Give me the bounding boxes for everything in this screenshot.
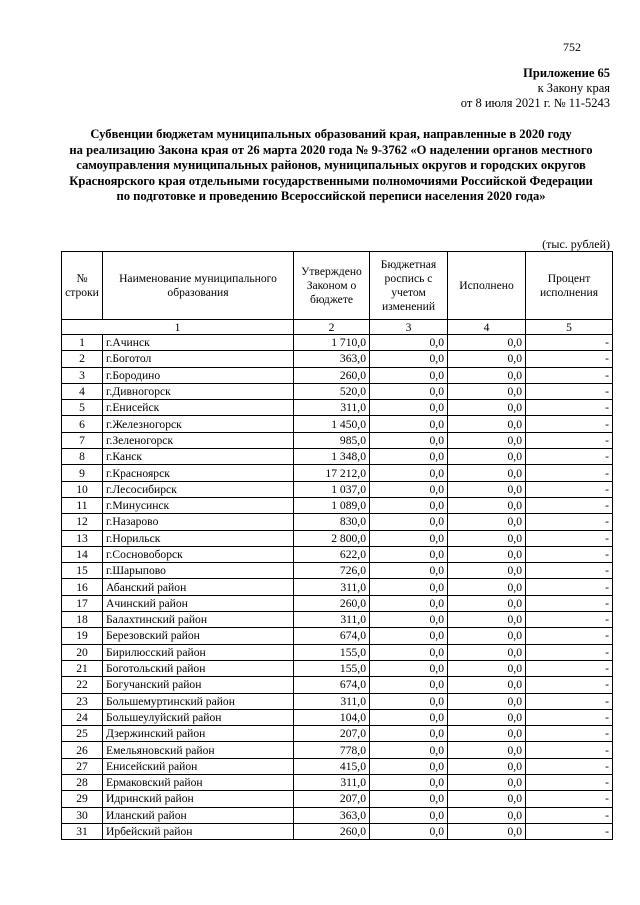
cell-executed: 0,0	[448, 383, 526, 399]
cell-approved: 726,0	[294, 563, 370, 579]
cell-percent: -	[526, 514, 613, 530]
table-row	[62, 481, 613, 497]
cell-budget: 0,0	[370, 449, 448, 465]
cell-name: г.Ачинск	[103, 335, 294, 351]
table-row	[62, 351, 613, 367]
cell-name: Большеулуйский район	[103, 709, 294, 725]
cell-name: Большемуртинский район	[103, 693, 294, 709]
cell-percent: -	[526, 612, 613, 628]
cell-name: Боготольский район	[103, 660, 294, 676]
cell-approved: 1 089,0	[294, 497, 370, 513]
cell-row-number: 30	[62, 807, 103, 823]
cell-percent: -	[526, 742, 613, 758]
cell-budget: 0,0	[370, 432, 448, 448]
cell-approved: 830,0	[294, 514, 370, 530]
cell-row-number: 14	[62, 546, 103, 562]
table-row	[62, 497, 613, 513]
cell-approved: 1 450,0	[294, 416, 370, 432]
cell-executed: 0,0	[448, 677, 526, 693]
title-line: по подготовке и проведению Всероссийской переписи населения 2020 года»	[116, 189, 546, 204]
cell-executed: 0,0	[448, 465, 526, 481]
column-number-5: 5	[526, 320, 613, 335]
cell-row-number: 28	[62, 775, 103, 791]
cell-row-number: 9	[62, 465, 103, 481]
cell-row-number: 17	[62, 595, 103, 611]
cell-executed: 0,0	[448, 644, 526, 660]
cell-percent: -	[526, 563, 613, 579]
cell-name: Емельяновский район	[103, 742, 294, 758]
table-row	[62, 530, 613, 546]
cell-executed: 0,0	[448, 335, 526, 351]
table-row	[62, 383, 613, 399]
cell-executed: 0,0	[448, 709, 526, 725]
cell-percent: -	[526, 367, 613, 383]
cell-name: Енисейский район	[103, 758, 294, 774]
cell-name: Богучанский район	[103, 677, 294, 693]
cell-budget: 0,0	[370, 775, 448, 791]
cell-budget: 0,0	[370, 742, 448, 758]
cell-percent: -	[526, 432, 613, 448]
cell-percent: -	[526, 807, 613, 823]
cell-percent: -	[526, 530, 613, 546]
cell-name: Бирилюсский район	[103, 644, 294, 660]
cell-row-number: 26	[62, 742, 103, 758]
cell-row-number: 7	[62, 432, 103, 448]
cell-approved: 260,0	[294, 595, 370, 611]
cell-approved: 311,0	[294, 612, 370, 628]
cell-row-number: 8	[62, 449, 103, 465]
cell-budget: 0,0	[370, 335, 448, 351]
cell-row-number: 4	[62, 383, 103, 399]
cell-budget: 0,0	[370, 612, 448, 628]
cell-executed: 0,0	[448, 807, 526, 823]
cell-row-number: 12	[62, 514, 103, 530]
appendix-title: Приложение 65	[523, 66, 610, 80]
cell-approved: 778,0	[294, 742, 370, 758]
cell-budget: 0,0	[370, 383, 448, 399]
cell-row-number: 19	[62, 628, 103, 644]
cell-approved: 415,0	[294, 758, 370, 774]
cell-row-number: 10	[62, 481, 103, 497]
cell-budget: 0,0	[370, 497, 448, 513]
cell-budget: 0,0	[370, 579, 448, 595]
cell-executed: 0,0	[448, 791, 526, 807]
cell-row-number: 21	[62, 660, 103, 676]
title-line: Красноярского края отдельными государственными полномочиями Российской Федерации	[69, 173, 593, 188]
cell-budget: 0,0	[370, 660, 448, 676]
cell-approved: 674,0	[294, 628, 370, 644]
appendix-law-reference: к Закону края	[537, 81, 610, 95]
cell-name: г.Норильск	[103, 530, 294, 546]
cell-name: Идринский район	[103, 791, 294, 807]
column-number-4: 4	[448, 320, 526, 335]
cell-percent: -	[526, 335, 613, 351]
cell-row-number: 1	[62, 335, 103, 351]
cell-name: г.Боготол	[103, 351, 294, 367]
table-row	[62, 758, 613, 774]
cell-percent: -	[526, 775, 613, 791]
table-row	[62, 628, 613, 644]
cell-executed: 0,0	[448, 563, 526, 579]
title-line: Субвенции бюджетам муниципальных образований края, направленные в 2020 году	[90, 127, 572, 141]
table-row	[62, 546, 613, 562]
cell-executed: 0,0	[448, 497, 526, 513]
cell-percent: -	[526, 758, 613, 774]
cell-percent: -	[526, 595, 613, 611]
table-row	[62, 693, 613, 709]
cell-approved: 363,0	[294, 351, 370, 367]
cell-row-number: 11	[62, 497, 103, 513]
column-number-3: 3	[370, 320, 448, 335]
header-approved: Утверждено Законом о бюджете	[294, 252, 370, 320]
cell-name: г.Назарово	[103, 514, 294, 530]
cell-approved: 104,0	[294, 709, 370, 725]
cell-approved: 260,0	[294, 823, 370, 839]
table-row	[62, 579, 613, 595]
cell-budget: 0,0	[370, 400, 448, 416]
table-row	[62, 416, 613, 432]
header-row-number: № строки	[62, 252, 103, 320]
cell-name: г.Зеленогорск	[103, 432, 294, 448]
cell-budget: 0,0	[370, 595, 448, 611]
header-percent: Процент исполнения	[526, 252, 613, 320]
cell-name: Ачинский район	[103, 595, 294, 611]
table-body	[62, 335, 613, 840]
cell-executed: 0,0	[448, 758, 526, 774]
cell-budget: 0,0	[370, 709, 448, 725]
appendix-law-date: от 8 июля 2021 г. № 11-5243	[460, 96, 610, 110]
cell-approved: 1 037,0	[294, 481, 370, 497]
table-row	[62, 465, 613, 481]
cell-row-number: 20	[62, 644, 103, 660]
cell-name: г.Дивногорск	[103, 383, 294, 399]
table-row	[62, 612, 613, 628]
cell-percent: -	[526, 693, 613, 709]
cell-budget: 0,0	[370, 693, 448, 709]
cell-executed: 0,0	[448, 612, 526, 628]
cell-row-number: 2	[62, 351, 103, 367]
title-line: самоуправления муниципальных районов, муниципальных округов и городских округов	[76, 158, 586, 173]
cell-budget: 0,0	[370, 628, 448, 644]
cell-row-number: 31	[62, 823, 103, 839]
cell-budget: 0,0	[370, 791, 448, 807]
table-row	[62, 595, 613, 611]
cell-budget: 0,0	[370, 367, 448, 383]
cell-approved: 985,0	[294, 432, 370, 448]
cell-executed: 0,0	[448, 351, 526, 367]
cell-budget: 0,0	[370, 465, 448, 481]
units-label: (тыс. рублей)	[542, 237, 610, 251]
cell-approved: 674,0	[294, 677, 370, 693]
column-number-row	[62, 320, 613, 335]
cell-name: г.Бородино	[103, 367, 294, 383]
cell-executed: 0,0	[448, 726, 526, 742]
cell-approved: 207,0	[294, 791, 370, 807]
cell-name: г.Канск	[103, 449, 294, 465]
table-row	[62, 335, 613, 351]
cell-percent: -	[526, 449, 613, 465]
cell-approved: 207,0	[294, 726, 370, 742]
cell-executed: 0,0	[448, 400, 526, 416]
cell-name: г.Шарыпово	[103, 563, 294, 579]
cell-row-number: 25	[62, 726, 103, 742]
table-row	[62, 709, 613, 725]
column-number-2: 2	[294, 320, 370, 335]
header-budget: Бюджетная роспись с учетом изменений	[370, 252, 448, 320]
cell-percent: -	[526, 709, 613, 725]
cell-name: Ермаковский район	[103, 775, 294, 791]
table-row	[62, 823, 613, 839]
cell-row-number: 3	[62, 367, 103, 383]
cell-budget: 0,0	[370, 530, 448, 546]
cell-executed: 0,0	[448, 432, 526, 448]
subsidies-table	[61, 251, 613, 840]
cell-executed: 0,0	[448, 660, 526, 676]
cell-percent: -	[526, 823, 613, 839]
table-row	[62, 791, 613, 807]
table-row	[62, 644, 613, 660]
cell-budget: 0,0	[370, 514, 448, 530]
cell-approved: 311,0	[294, 579, 370, 595]
table-row	[62, 660, 613, 676]
cell-name: Дзержинский район	[103, 726, 294, 742]
cell-percent: -	[526, 644, 613, 660]
table-row	[62, 677, 613, 693]
cell-approved: 311,0	[294, 400, 370, 416]
cell-name: г.Минусинск	[103, 497, 294, 513]
cell-name: г.Железногорск	[103, 416, 294, 432]
cell-percent: -	[526, 677, 613, 693]
cell-budget: 0,0	[370, 351, 448, 367]
cell-budget: 0,0	[370, 758, 448, 774]
cell-percent: -	[526, 416, 613, 432]
cell-percent: -	[526, 726, 613, 742]
cell-row-number: 23	[62, 693, 103, 709]
table-row	[62, 367, 613, 383]
cell-budget: 0,0	[370, 807, 448, 823]
cell-budget: 0,0	[370, 546, 448, 562]
cell-executed: 0,0	[448, 693, 526, 709]
cell-executed: 0,0	[448, 595, 526, 611]
cell-percent: -	[526, 660, 613, 676]
cell-approved: 520,0	[294, 383, 370, 399]
table-row	[62, 775, 613, 791]
cell-name: Абанский район	[103, 579, 294, 595]
cell-budget: 0,0	[370, 823, 448, 839]
cell-row-number: 29	[62, 791, 103, 807]
cell-approved: 1 710,0	[294, 335, 370, 351]
cell-percent: -	[526, 465, 613, 481]
cell-budget: 0,0	[370, 481, 448, 497]
cell-budget: 0,0	[370, 677, 448, 693]
cell-approved: 17 212,0	[294, 465, 370, 481]
cell-executed: 0,0	[448, 416, 526, 432]
table-row	[62, 742, 613, 758]
cell-row-number: 24	[62, 709, 103, 725]
cell-approved: 311,0	[294, 693, 370, 709]
page-number: 752	[563, 40, 581, 54]
table-header-row	[62, 252, 613, 320]
cell-name: г.Красноярск	[103, 465, 294, 481]
cell-row-number: 27	[62, 758, 103, 774]
cell-approved: 155,0	[294, 644, 370, 660]
cell-name: Ирбейский район	[103, 823, 294, 839]
header-executed: Исполнено	[448, 252, 526, 320]
cell-executed: 0,0	[448, 530, 526, 546]
cell-name: Березовский район	[103, 628, 294, 644]
cell-percent: -	[526, 497, 613, 513]
document-title	[40, 127, 622, 205]
cell-name: г.Енисейск	[103, 400, 294, 416]
cell-percent: -	[526, 351, 613, 367]
table-row	[62, 514, 613, 530]
appendix-header	[461, 66, 610, 111]
cell-executed: 0,0	[448, 628, 526, 644]
table-row	[62, 807, 613, 823]
cell-budget: 0,0	[370, 416, 448, 432]
cell-approved: 363,0	[294, 807, 370, 823]
cell-executed: 0,0	[448, 449, 526, 465]
cell-row-number: 18	[62, 612, 103, 628]
table-row	[62, 563, 613, 579]
cell-row-number: 15	[62, 563, 103, 579]
cell-percent: -	[526, 383, 613, 399]
table-row	[62, 726, 613, 742]
cell-percent: -	[526, 579, 613, 595]
cell-percent: -	[526, 400, 613, 416]
cell-executed: 0,0	[448, 514, 526, 530]
header-name: Наименование муниципального образования	[103, 252, 294, 320]
cell-percent: -	[526, 791, 613, 807]
column-number-1: 1	[62, 320, 294, 335]
cell-row-number: 13	[62, 530, 103, 546]
cell-name: г.Сосновоборск	[103, 546, 294, 562]
cell-name: Балахтинский район	[103, 612, 294, 628]
cell-budget: 0,0	[370, 563, 448, 579]
cell-budget: 0,0	[370, 644, 448, 660]
cell-executed: 0,0	[448, 481, 526, 497]
cell-approved: 2 800,0	[294, 530, 370, 546]
cell-row-number: 16	[62, 579, 103, 595]
cell-row-number: 5	[62, 400, 103, 416]
cell-percent: -	[526, 628, 613, 644]
cell-percent: -	[526, 546, 613, 562]
cell-name: Иланский район	[103, 807, 294, 823]
cell-executed: 0,0	[448, 367, 526, 383]
table-row	[62, 400, 613, 416]
cell-executed: 0,0	[448, 775, 526, 791]
cell-budget: 0,0	[370, 726, 448, 742]
cell-row-number: 22	[62, 677, 103, 693]
cell-executed: 0,0	[448, 742, 526, 758]
cell-approved: 622,0	[294, 546, 370, 562]
cell-executed: 0,0	[448, 579, 526, 595]
cell-approved: 1 348,0	[294, 449, 370, 465]
title-line: на реализацию Закона края от 26 марта 2020 года № 9-3762 «О наделении органов местного	[69, 142, 593, 157]
table-row	[62, 449, 613, 465]
cell-approved: 260,0	[294, 367, 370, 383]
cell-executed: 0,0	[448, 546, 526, 562]
cell-name: г.Лесосибирск	[103, 481, 294, 497]
cell-approved: 155,0	[294, 660, 370, 676]
cell-executed: 0,0	[448, 823, 526, 839]
cell-approved: 311,0	[294, 775, 370, 791]
cell-row-number: 6	[62, 416, 103, 432]
table-row	[62, 432, 613, 448]
cell-percent: -	[526, 481, 613, 497]
